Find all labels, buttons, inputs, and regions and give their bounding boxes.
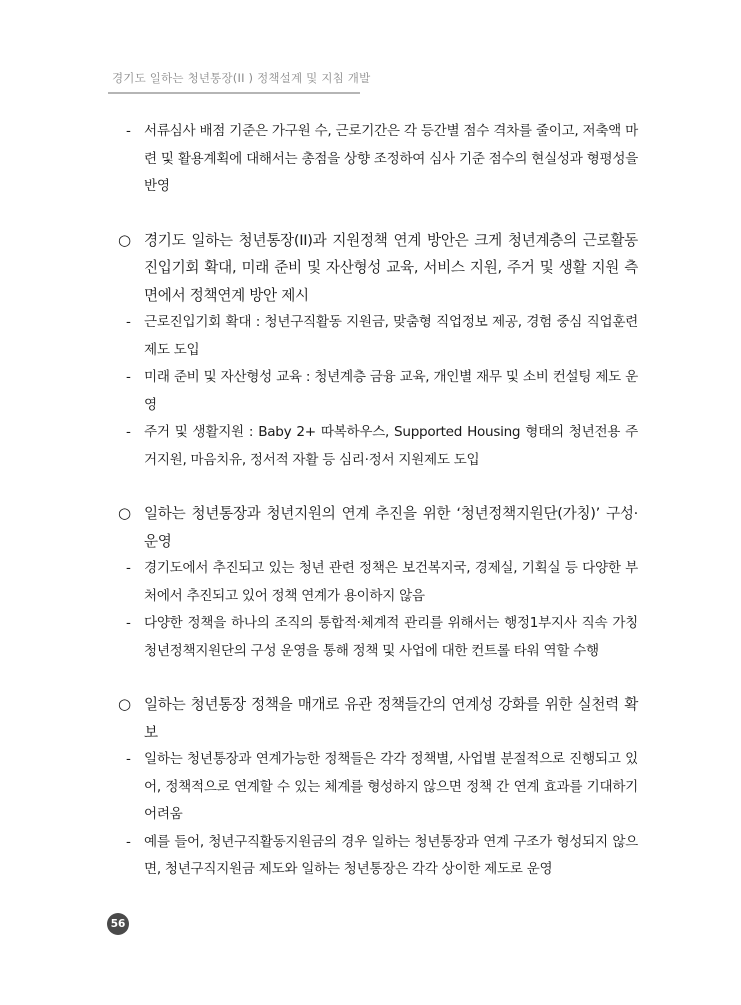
main-bullet bbox=[118, 691, 638, 746]
sub-bullet-text: 주거 및 생활지원 : Baby 2+ 따복하우스, Supported Housing 형태의 청년전용 주거지원, 마음치유, 정서적 자활 등 심리·정서 지원제도 도입 bbox=[144, 424, 638, 468]
dash-bullet-icon: - bbox=[126, 560, 131, 576]
sub-bullet-text: 근로진입기회 확대 : 청년구직활동 지원금, 맞춤형 직업정보 제공, 경험 중심 직업훈련 제도 도입 bbox=[144, 314, 638, 358]
sub-bullet-text: 경기도에서 추진되고 있는 청년 관련 정책은 보건복지국, 경제실, 기획실 등 다양한 부처에서 추진되고 있어 정책 연계가 용이하지 않음 bbox=[144, 560, 638, 604]
sub-bullet bbox=[118, 364, 638, 419]
sub-bullet-text: 일하는 청년통장과 연계가능한 정책들은 각각 정책별, 사업별 분절적으로 진행되고 있어, 정책적으로 연계할 수 있는 체계를 형성하지 않으면 정책 간 연계 효과를 기대하기 어려움 bbox=[144, 751, 638, 822]
main-bullet-text: 일하는 청년통장 정책을 매개로 유관 정책들간의 연계성 강화를 위한 실천력 확보 bbox=[144, 696, 638, 741]
sub-bullet bbox=[118, 829, 638, 884]
dash-bullet-icon: - bbox=[126, 833, 131, 850]
running-header: 경기도 일하는 청년통장(II ) 정책설계 및 지침 개발 bbox=[112, 71, 371, 85]
sub-bullet bbox=[118, 555, 638, 610]
main-bullet-text: 경기도 일하는 청년통장(II)과 지원정책 연계 방안은 크게 청년계층의 근로활동 진입기회 확대, 미래 준비 및 자산형성 교육, 서비스 지원, 주거 및 생활 지원 측면에서 정책연계 방안 제시 bbox=[144, 231, 638, 304]
main-bullet-text: 일하는 청년통장과 청년지원의 연계 추진을 위한 ‘청년정책지원단(가칭)’ 구성·운영 bbox=[144, 505, 638, 550]
circle-bullet-icon: ○ bbox=[118, 695, 131, 713]
sub-bullet-text: 예를 들어, 청년구직활동지원금의 경우 일하는 청년통장과 연계 구조가 형성되지 않으면, 청년구직지원금 제도와 일하는 청년통장은 각각 상이한 제도로 운영 bbox=[144, 833, 638, 877]
document-body bbox=[118, 118, 638, 884]
dash-bullet-icon: - bbox=[126, 314, 131, 330]
sub-bullet bbox=[118, 746, 638, 829]
dash-bullet-icon: - bbox=[126, 615, 131, 631]
header-rule bbox=[108, 92, 360, 94]
sub-bullet-text: 다양한 정책을 하나의 조직의 통합적·체계적 관리를 위해서는 행정1부지사 직속 가칭 청년정책지원단의 구성 운영을 통해 정책 및 사업에 대한 컨트롤 타워 역할 수행 bbox=[144, 615, 638, 659]
dash-bullet-icon: - bbox=[126, 123, 131, 139]
dash-bullet-icon: - bbox=[126, 369, 131, 385]
sub-bullet-text: 서류심사 배점 기준은 가구원 수, 근로기간은 각 등간별 점수 격차를 줄이고, 저축액 마련 및 활용계획에 대해서는 총점을 상향 조정하여 심사 기준 점수의 현실성과 형평성을 반영 bbox=[144, 123, 638, 194]
main-bullet bbox=[118, 227, 638, 310]
sub-bullet bbox=[118, 419, 638, 474]
dash-bullet-icon: - bbox=[126, 424, 131, 440]
sub-bullet bbox=[118, 118, 638, 201]
sub-bullet-text: 미래 준비 및 자산형성 교육 : 청년계층 금융 교육, 개인별 재무 및 소비 컨설팅 제도 운영 bbox=[144, 369, 638, 413]
sub-bullet bbox=[118, 309, 638, 364]
page-number-badge: 56 bbox=[107, 913, 129, 935]
main-bullet bbox=[118, 500, 638, 555]
circle-bullet-icon: ○ bbox=[118, 230, 131, 249]
circle-bullet-icon: ○ bbox=[118, 504, 131, 522]
dash-bullet-icon: - bbox=[126, 751, 131, 767]
sub-bullet bbox=[118, 610, 638, 665]
